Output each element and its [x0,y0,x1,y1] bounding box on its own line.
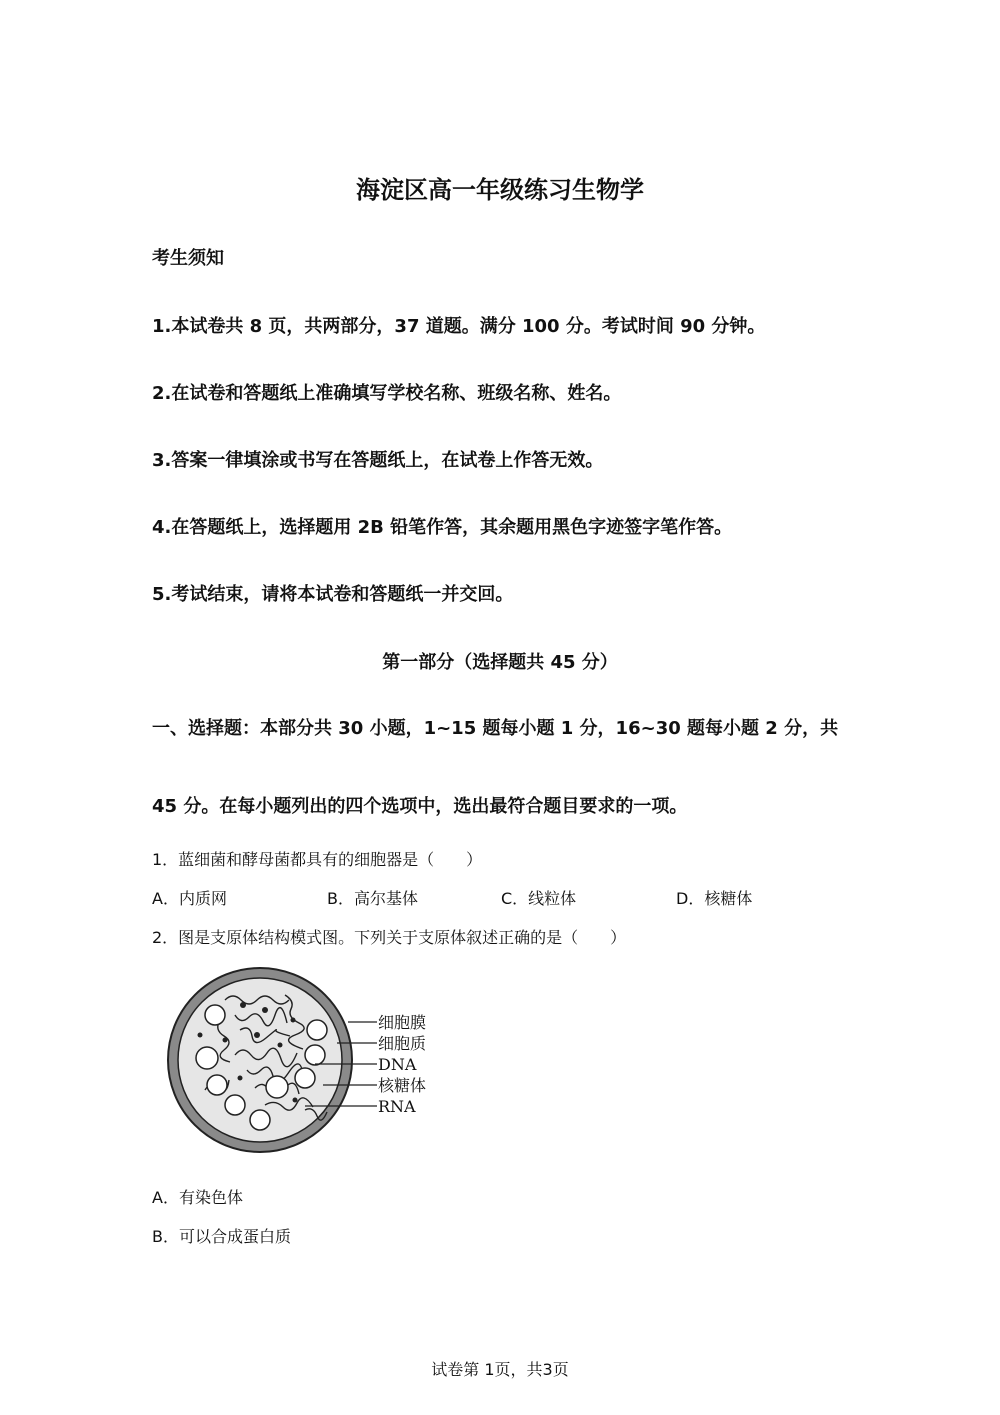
question-1-stem: 1．蓝细菌和酵母菌都具有的细胞器是（ ） [152,850,483,869]
label-rna: RNA [378,1097,416,1116]
label-cell-membrane: 细胞膜 [378,1013,427,1032]
page-title: 海淀区高一年级练习生物学 [356,176,644,204]
question-2-option-b: B．可以合成蛋白质 [152,1227,291,1246]
notice-item-4: 4.在答题纸上，选择题用 2B 铅笔作答，其余题用黑色字迹签字笔作答。 [152,517,733,538]
question-2-stem: 2．图是支原体结构模式图。下列关于支原体叙述正确的是（ ） [152,928,627,947]
part1-instruction-line1: 一、选择题：本部分共 30 小题，1~15 题每小题 1 分，16~30 题每小题 2 分，共 [152,718,839,739]
notice-item-3: 3.答案一律填涂或书写在答题纸上，在试卷上作答无效。 [152,450,604,471]
notice-heading: 考生须知 [152,248,224,269]
part1-heading: 第一部分（选择题共 45 分） [382,652,618,673]
question-1-option-b: B．高尔基体 [327,889,418,908]
question-1-option-a: A．内质网 [152,889,227,908]
notice-item-2: 2.在试卷和答题纸上准确填写学校名称、班级名称、姓名。 [152,383,622,404]
label-cytoplasm: 细胞质 [378,1034,427,1053]
notice-item-5: 5.考试结束，请将本试卷和答题纸一并交回。 [152,584,514,605]
label-dna: DNA [378,1055,417,1074]
page-footer: 试卷第 1页，共3页 [431,1360,569,1379]
question-2-option-a: A．有染色体 [152,1188,243,1207]
label-ribosome: 核糖体 [378,1076,427,1095]
question-1-option-c: C．线粒体 [501,889,577,908]
figure-labels [378,1012,426,1117]
part1-instruction-line2: 45 分。在每小题列出的四个选项中，选出最符合题目要求的一项。 [152,796,688,817]
question-1-option-d: D．核糖体 [676,889,753,908]
notice-item-1: 1.本试卷共 8 页，共两部分，37 道题。满分 100 分。考试时间 90 分钟。 [152,316,766,337]
